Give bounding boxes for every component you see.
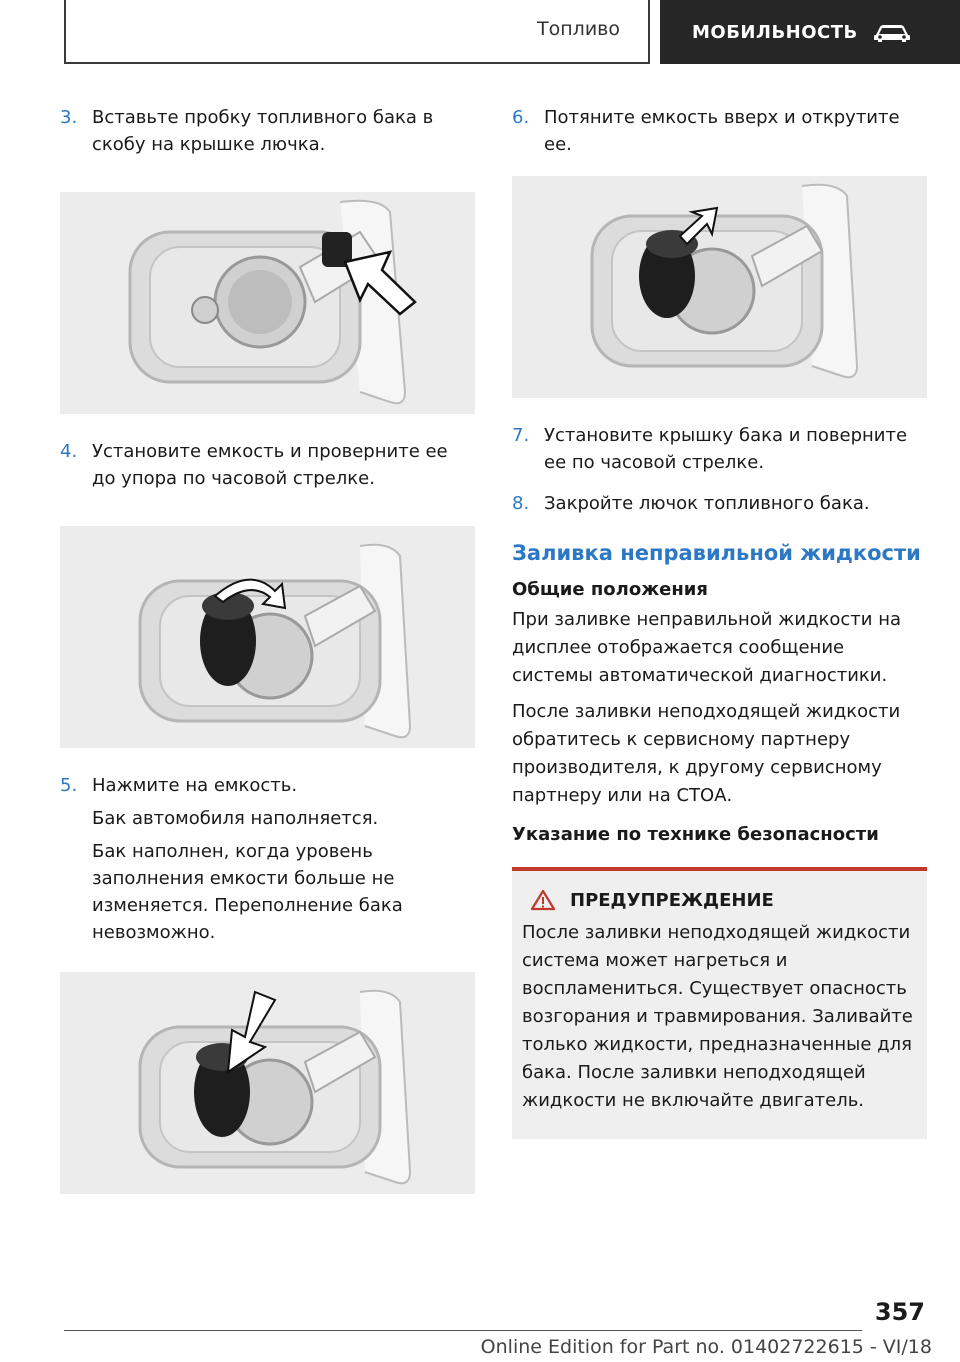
step-number: 5. xyxy=(60,775,78,796)
step-text: Закройте лючок топливного бака. xyxy=(544,493,870,514)
step-note: Бак наполнен, когда уровень заполнения емкости больше не изменяется. Переполнение бака невозможно. xyxy=(92,841,403,943)
illustration-pull-container xyxy=(512,176,927,398)
step-number: 3. xyxy=(60,107,78,128)
left-column xyxy=(60,104,475,1218)
illustration-insert-cap xyxy=(60,192,475,414)
step-3 xyxy=(60,104,475,164)
header-section-tab xyxy=(64,0,650,64)
illustration-press-container xyxy=(60,972,475,1194)
header-section-label: Топливо xyxy=(537,18,620,40)
header-chapter-label: МОБИЛЬНОСТЬ xyxy=(692,21,858,43)
general-title: Общие положения xyxy=(512,579,708,600)
warning-heading xyxy=(522,889,917,911)
step-8 xyxy=(512,490,927,523)
footer-divider xyxy=(64,1330,862,1331)
warning-box xyxy=(512,867,927,1139)
step-text: Нажмите на емкость. xyxy=(92,775,298,796)
step-number: 8. xyxy=(512,493,530,514)
step-number: 4. xyxy=(60,441,78,462)
step-number: 6. xyxy=(512,107,530,128)
step-text: Установите крышку бака и поверните ее по часовой стрелке. xyxy=(544,425,908,473)
section-title: Заливка неправильной жидкости xyxy=(512,541,921,565)
step-text: Установите емкость и проверните ее до упора по часовой стрелке. xyxy=(92,441,448,489)
general-paragraph-1: При заливке неправильной жидкости на дисплее отображается сообщение системы автоматической диагностики. xyxy=(512,609,901,686)
right-column xyxy=(512,104,927,1139)
step-7 xyxy=(512,422,927,482)
step-text: Потяните емкость вверх и открутите ее. xyxy=(544,107,900,155)
illustration-turn-container xyxy=(60,526,475,748)
step-6 xyxy=(512,104,927,164)
step-number: 7. xyxy=(512,425,530,446)
warning-triangle-icon xyxy=(530,889,556,911)
car-icon xyxy=(872,20,912,44)
safety-title: Указание по технике безопасности xyxy=(512,824,879,845)
page-number: 357 xyxy=(874,1298,925,1326)
warning-title: ПРЕДУПРЕЖДЕНИЕ xyxy=(570,889,774,911)
step-text: Вставьте пробку топливного бака в скобу на крышке лючка. xyxy=(92,107,434,155)
header-chapter-tab xyxy=(660,0,960,64)
general-paragraph-2: После заливки неподходящей жидкости обратитесь к сервисному партнеру производителя, к другому сервисному партнеру или на СТОА. xyxy=(512,701,901,806)
warning-text: После заливки неподходящей жидкости система может нагреться и воспламениться. Существует опасность возгорания и травмирования. Заливайте только жидкости, предназначенные для бака. После заливки неподходящей жидкости не включайте двигатель. xyxy=(522,922,913,1111)
footer-edition: Online Edition for Part no. 01402722615 - VI/18 xyxy=(480,1336,932,1358)
step-4 xyxy=(60,438,475,498)
step-5 xyxy=(60,772,475,952)
step-note: Бак автомобиля наполняется. xyxy=(92,808,379,829)
